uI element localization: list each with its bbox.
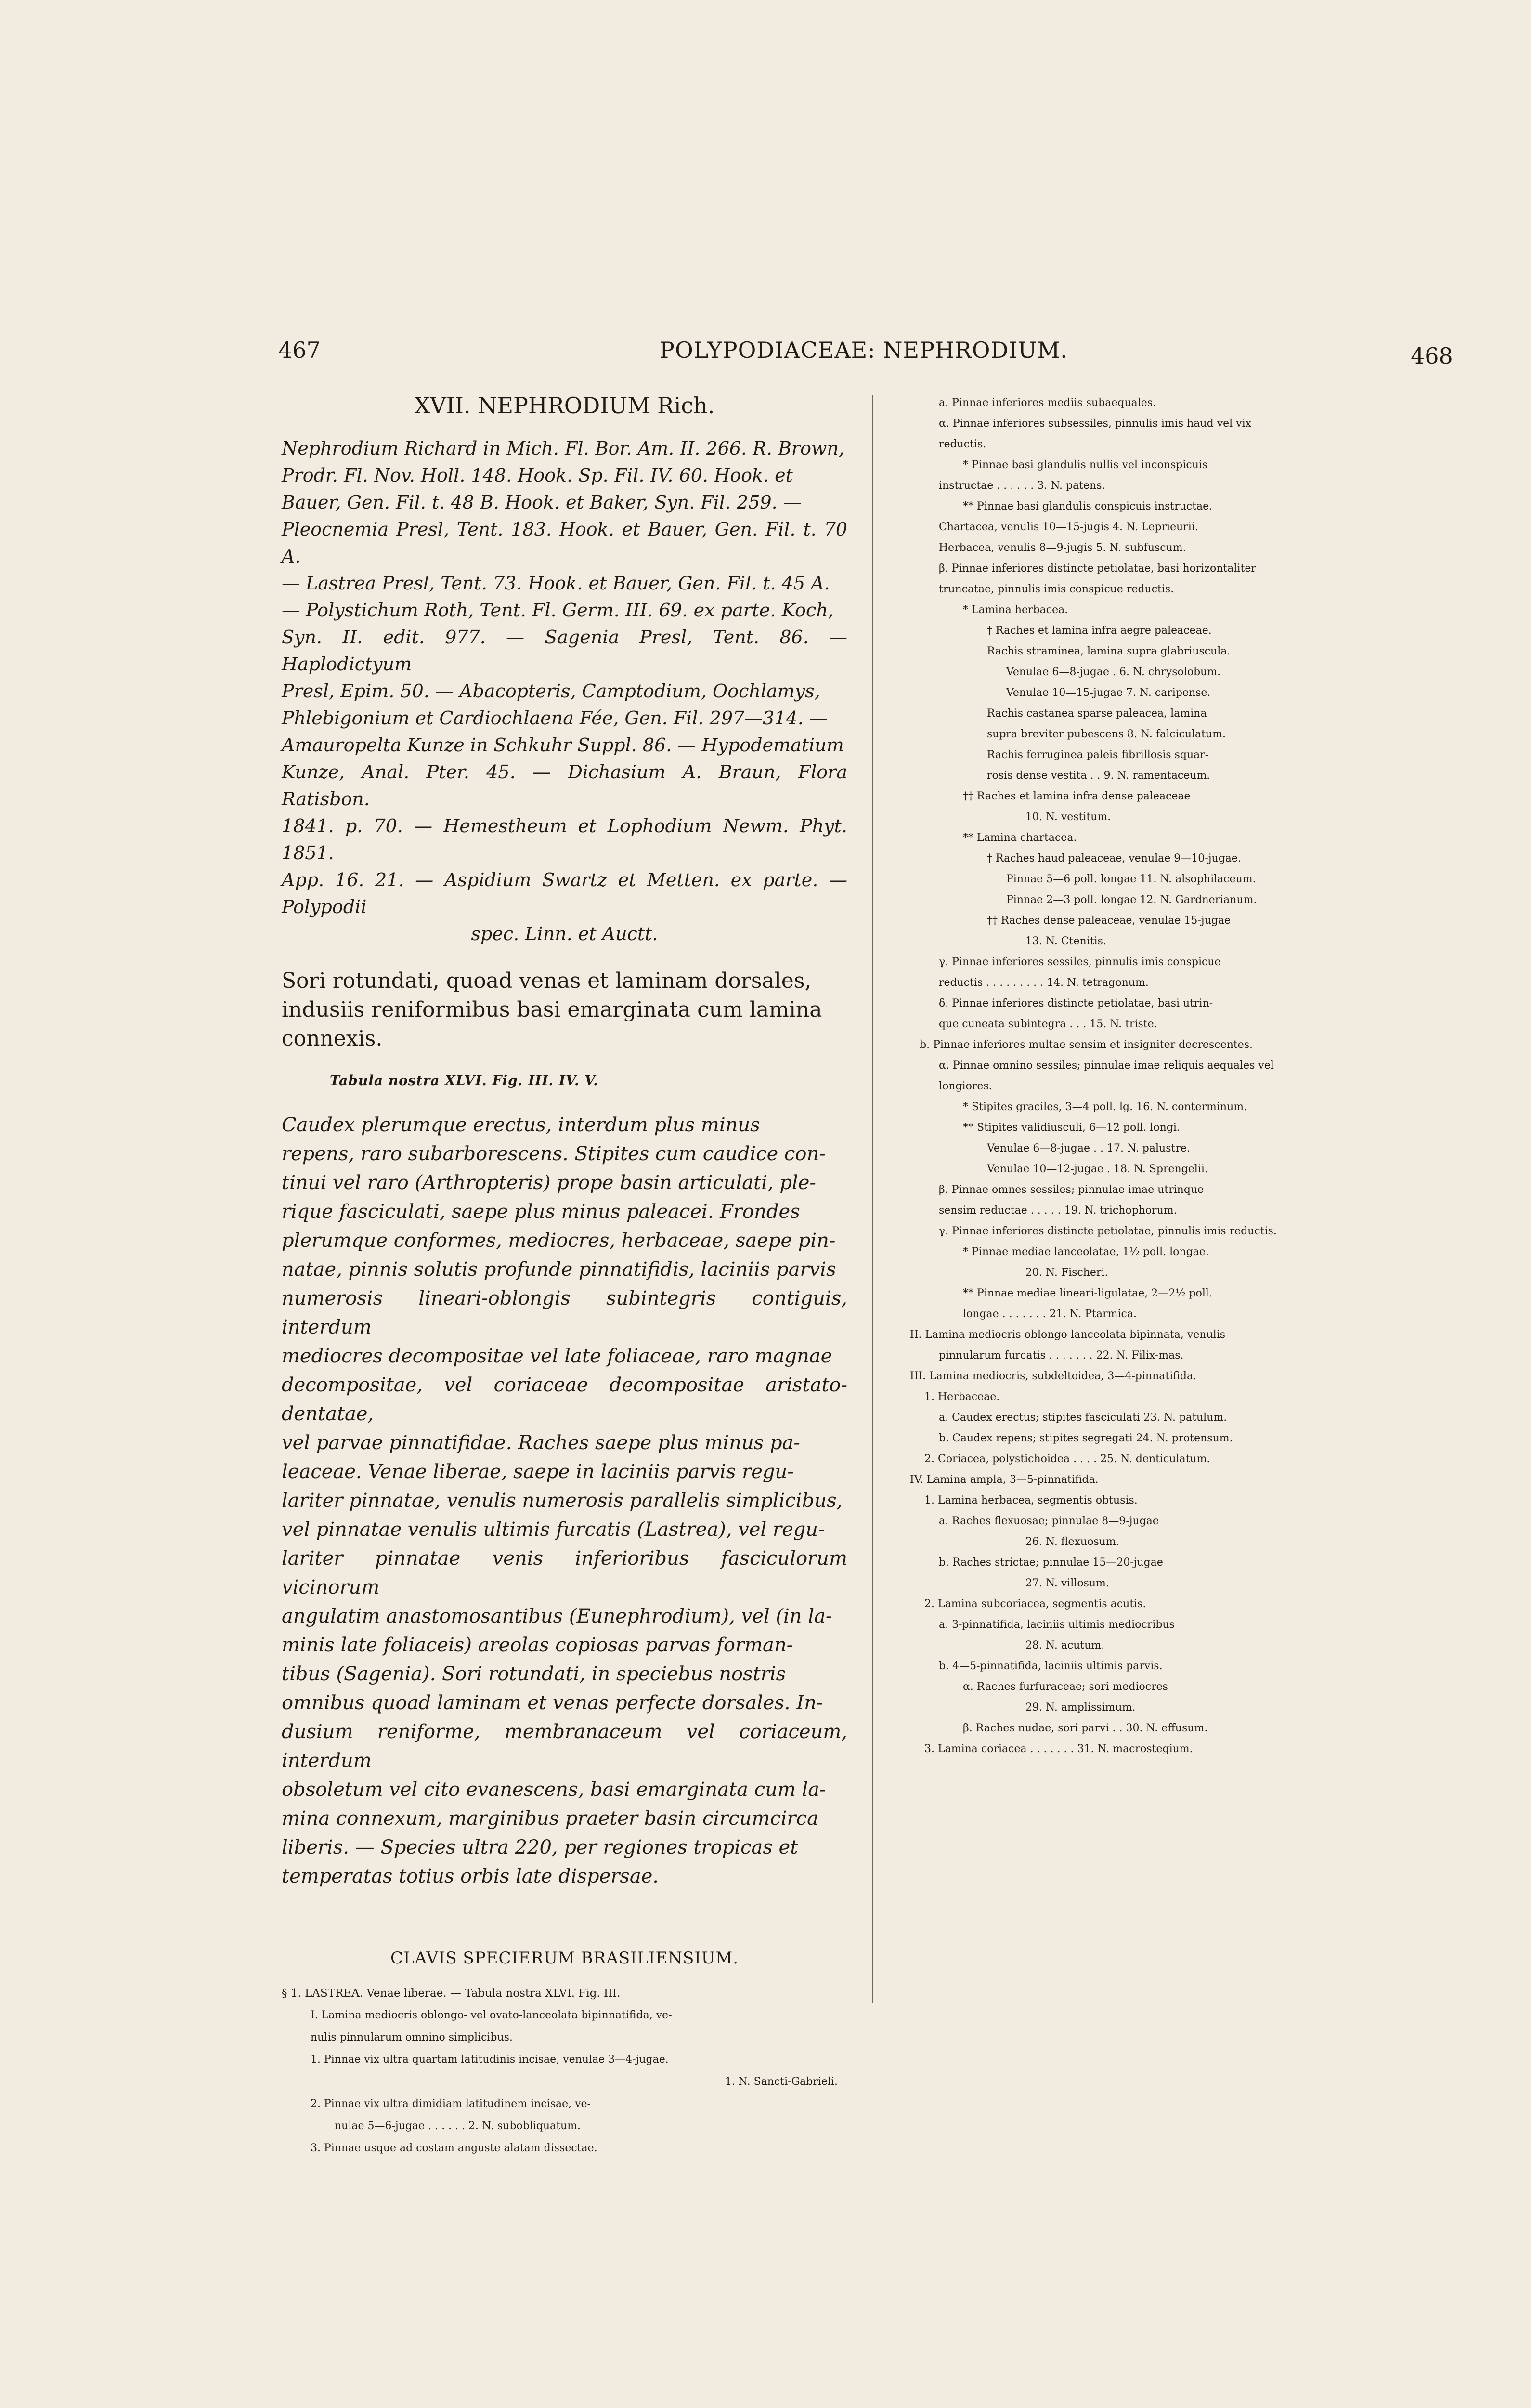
key-line: †† Raches et lamina infra dense paleaceae: [963, 790, 1191, 802]
key-line: β. Raches nudae, sori parvi . . 30. N. effusum.: [963, 1722, 1208, 1734]
description-line: tibus (Sagenia). Sori rotundati, in speciebus nostris: [282, 1663, 786, 1685]
key-line: longae . . . . . . . 21. N. Ptarmica.: [963, 1308, 1137, 1320]
key-line: † Raches et lamina infra aegre paleaceae.: [987, 625, 1212, 637]
key-line: †† Raches dense paleaceae, venulae 15-jugae: [987, 915, 1231, 927]
key-line: nulae 5—6-jugae . . . . . . 2. N. subobliquatum.: [335, 2120, 581, 2132]
sori-line: connexis.: [282, 1026, 383, 1051]
description-line: liberis. — Species ultra 220, per regiones tropicas et: [282, 1836, 798, 1858]
key-line: α. Pinnae omnino sessiles; pinnulae imae reliquis aequales vel: [939, 1060, 1274, 1072]
description-line: obsoletum vel cito evanescens, basi emarginata cum la-: [282, 1779, 826, 1801]
description-line: decompositae, vel coriaceae decompositae aristato-dentatae,: [282, 1374, 847, 1425]
key-line: Rachis straminea, lamina supra glabriuscula.: [987, 645, 1231, 657]
plate-reference: Tabula nostra XLVI. Fig. III. IV. V.: [330, 1073, 598, 1088]
key-line: instructae . . . . . . 3. N. patens.: [939, 480, 1105, 492]
key-line: pinnularum furcatis . . . . . . . 22. N. Filix-mas.: [939, 1349, 1184, 1361]
key-line: b. Caudex repens; stipites segregati 24. N. protensum.: [939, 1432, 1233, 1444]
key-line: reductis.: [939, 438, 986, 450]
key-line: 3. Lamina coriacea . . . . . . . 31. N. macrostegium.: [924, 1743, 1193, 1755]
key-line: 10. N. vestitum.: [1025, 811, 1111, 823]
key-line: 29. N. amplissimum.: [1025, 1701, 1136, 1714]
key-line: truncatae, pinnulis imis conspicue reductis.: [939, 583, 1174, 595]
key-line: § 1. LASTREA. Venae liberae. — Tabula nostra XLVI. Fig. III.: [282, 1987, 621, 2000]
key-line: γ. Pinnae inferiores distincte petiolatae, pinnulis imis reductis.: [939, 1225, 1277, 1237]
key-line: † Raches haud paleaceae, venulae 9—10-jugae.: [987, 852, 1241, 864]
running-title: POLYPODIACEAE: NEPHRODIUM.: [660, 337, 1068, 363]
key-line: IV. Lamina ampla, 3—5-pinnatifida.: [910, 1474, 1099, 1486]
key-line: longiores.: [939, 1080, 992, 1092]
key-line: * Pinnae basi glandulis nullis vel inconspicuis: [963, 459, 1208, 471]
column-divider: [872, 395, 873, 2003]
key-line: a. Raches flexuosae; pinnulae 8—9-jugae: [939, 1515, 1159, 1527]
key-line: 2. Lamina subcoriacea, segmentis acutis.: [924, 1598, 1146, 1610]
description-line: tinui vel raro (Arthropteris) prope basin articulati, ple-: [282, 1172, 816, 1194]
description-line: lariter pinnatae venis inferioribus fasciculorum vicinorum: [282, 1547, 847, 1598]
description-line: temperatas totius orbis late dispersae.: [282, 1865, 659, 1887]
key-line: 26. N. flexuosum.: [1025, 1536, 1119, 1548]
synonymy-line: spec. Linn. et Auctt.: [471, 923, 658, 944]
key-line: ** Lamina chartacea.: [963, 832, 1077, 844]
right-column: [910, 393, 1444, 1759]
description-line: vel parvae pinnatifidae. Raches saepe plus minus pa-: [282, 1432, 800, 1454]
description-line: plerumque conformes, mediocres, herbaceae, saepe pin-: [282, 1230, 836, 1252]
key-line: sensim reductae . . . . . 19. N. trichophorum.: [939, 1204, 1177, 1217]
key-line: α. Raches furfuraceae; sori mediocres: [963, 1681, 1168, 1693]
key-line: reductis . . . . . . . . . 14. N. tetragonum.: [939, 977, 1149, 989]
description-line: repens, raro subarborescens. Stipites cum caudice con-: [282, 1143, 826, 1165]
synonymy-line: Nephrodium Richard in Mich. Fl. Bor. Am. II. 266. R. Brown,: [282, 438, 845, 459]
key-line: 1. N. Sancti-Gabrieli.: [725, 2076, 838, 2088]
key-line: β. Pinnae omnes sessiles; pinnulae imae utrinque: [939, 1184, 1204, 1196]
key-title: CLAVIS SPECIERUM BRASILIENSIUM.: [390, 1949, 739, 1968]
key-line: 20. N. Fischeri.: [1025, 1267, 1108, 1279]
description-line: angulatim anastomosantibus (Eunephrodium), vel (in la-: [282, 1605, 832, 1627]
key-line: Venulae 6—8-jugae . . 17. N. palustre.: [987, 1142, 1190, 1154]
description-line: numerosis lineari-oblongis subintegris contiguis, interdum: [282, 1287, 847, 1338]
key-line: ** Pinnae mediae lineari-ligulatae, 2—2½ poll.: [963, 1287, 1212, 1299]
left-page-number: 467: [278, 337, 321, 363]
key-left: [282, 1982, 847, 2159]
synonymy-line: Kunze, Anal. Pter. 45. — Dichasium A. Braun, Flora Ratisbon.: [282, 761, 847, 810]
synonymy-line: Syn. II. edit. 977. — Sagenia Presl, Tent. 86. — Haplodictyum: [282, 627, 847, 675]
description-line: omnibus quoad laminam et venas perfecte dorsales. In-: [282, 1692, 823, 1714]
synonymy-line: App. 16. 21. — Aspidium Swartz et Metten. ex parte. — Polypodii: [282, 869, 847, 917]
key-line: Pinnae 5—6 poll. longae 11. N. alsophilaceum.: [1006, 873, 1256, 885]
synonymy-line: Phlebigonium et Cardiochlaena Fée, Gen. Fil. 297—314. —: [282, 707, 828, 729]
key-line: γ. Pinnae inferiores sessiles, pinnulis imis conspicue: [939, 956, 1221, 968]
key-line: I. Lamina mediocris oblongo- vel ovato-lanceolata bipinnatifida, ve-: [311, 2009, 672, 2021]
description-line: mina connexum, marginibus praeter basin circumcirca: [282, 1807, 818, 1830]
key-line: III. Lamina mediocris, subdeltoidea, 3—4-pinnatifida.: [910, 1370, 1197, 1382]
key-line: 1. Lamina herbacea, segmentis obtusis.: [924, 1494, 1138, 1506]
synonymy-line: Prodr. Fl. Nov. Holl. 148. Hook. Sp. Fil. IV. 60. Hook. et: [282, 465, 793, 486]
key-line: nulis pinnularum omnino simplicibus.: [311, 2031, 513, 2043]
key-line: 13. N. Ctenitis.: [1025, 935, 1106, 947]
description-line: lariter pinnatae, venulis numerosis parallelis simplicibus,: [282, 1490, 843, 1512]
genus-title: XVII. NEPHRODIUM Rich.: [414, 393, 715, 419]
description-line: dusium reniforme, membranaceum vel coriaceum, interdum: [282, 1721, 847, 1772]
key-line: ** Pinnae basi glandulis conspicuis instructae.: [963, 500, 1213, 512]
description-line: leaceae. Venae liberae, saepe in laciniis parvis regu-: [282, 1461, 794, 1483]
synonymy-line: Pleocnemia Presl, Tent. 183. Hook. et Bauer, Gen. Fil. t. 70 A.: [282, 519, 847, 567]
key-line: 3. Pinnae usque ad costam anguste alatam dissectae.: [311, 2142, 597, 2154]
description-line: rique fasciculati, saepe plus minus paleacei. Frondes: [282, 1201, 800, 1223]
key-line: Venulae 10—12-jugae . 18. N. Sprengelii.: [987, 1163, 1208, 1175]
right-page-number: 468: [1411, 343, 1453, 369]
key-line: b. 4—5-pinnatifida, laciniis ultimis parvis.: [939, 1660, 1163, 1672]
key-line: a. Caudex erectus; stipites fasciculati 23. N. patulum.: [939, 1412, 1227, 1424]
key-line: 2. Pinnae vix ultra dimidiam latitudinem incisae, ve-: [311, 2098, 591, 2110]
synonymy-line: 1841. p. 70. — Hemestheum et Lophodium Newm. Phyt. 1851.: [282, 815, 847, 864]
key-line: Rachis ferruginea paleis fibrillosis squar-: [987, 749, 1209, 761]
key-line: 1. Pinnae vix ultra quartam latitudinis incisae, venulae 3—4-jugae.: [311, 2054, 669, 2066]
synonymy-block: [282, 435, 847, 947]
key-line: * Pinnae mediae lanceolatae, 1½ poll. longae.: [963, 1246, 1209, 1258]
synonymy-line: Amauropelta Kunze in Schkuhr Suppl. 86. — Hypodematium: [282, 734, 844, 756]
key-line: a. Pinnae inferiores mediis subaequales.: [939, 397, 1156, 409]
key-line: rosis dense vestita . . 9. N. ramentaceum.: [987, 770, 1210, 782]
sori-line: indusiis reniformibus basi emarginata cum lamina: [282, 997, 822, 1022]
description-line: Caudex plerumque erectus, interdum plus minus: [282, 1114, 760, 1136]
description-line: natae, pinnis solutis profunde pinnatifidis, laciniis parvis: [282, 1258, 836, 1281]
key-line: 27. N. villosum.: [1025, 1577, 1109, 1589]
key-line: δ. Pinnae inferiores distincte petiolatae, basi utrin-: [939, 997, 1213, 1009]
synonymy-line: Bauer, Gen. Fil. t. 48 B. Hook. et Baker, Syn. Fil. 259. —: [282, 492, 802, 513]
key-line: * Stipites graciles, 3—4 poll. lg. 16. N. conterminum.: [963, 1101, 1247, 1113]
genus-description: [282, 1111, 847, 1891]
key-line: 1. Herbaceae.: [924, 1391, 1000, 1403]
description-line: vel pinnatae venulis ultimis furcatis (Lastrea), vel regu-: [282, 1518, 825, 1541]
key-line: b. Pinnae inferiores multae sensim et insigniter decrescentes.: [920, 1039, 1253, 1051]
key-line: Venulae 6—8-jugae . 6. N. chrysolobum.: [1006, 666, 1221, 678]
key-line: supra breviter pubescens 8. N. falciculatum.: [987, 728, 1226, 740]
sori-line: Sori rotundati, quoad venas et laminam dorsales,: [282, 968, 812, 993]
left-column: [282, 393, 847, 2159]
synonymy-line: — Lastrea Presl, Tent. 73. Hook. et Bauer, Gen. Fil. t. 45 A.: [282, 573, 830, 594]
key-line: II. Lamina mediocris oblongo-lanceolata bipinnata, venulis: [910, 1329, 1226, 1341]
key-line: Chartacea, venulis 10—15-jugis 4. N. Leprieurii.: [939, 521, 1198, 533]
key-line: a. 3-pinnatifida, laciniis ultimis mediocribus: [939, 1619, 1175, 1631]
key-line: Herbacea, venulis 8—9-jugis 5. N. subfuscum.: [939, 542, 1186, 554]
key-line: Rachis castanea sparse paleacea, lamina: [987, 707, 1207, 720]
key-line: * Lamina herbacea.: [963, 604, 1068, 616]
sori-diagnosis: [282, 967, 847, 1053]
key-line: Pinnae 2—3 poll. longae 12. N. Gardnerianum.: [1006, 894, 1257, 906]
key-line: ** Stipites validiusculi, 6—12 poll. longi.: [963, 1122, 1180, 1134]
key-line: b. Raches strictae; pinnulae 15—20-jugae: [939, 1557, 1163, 1569]
key-line: β. Pinnae inferiores distincte petiolatae, basi horizontaliter: [939, 563, 1256, 575]
synonymy-line: Presl, Epim. 50. — Abacopteris, Camptodium, Oochlamys,: [282, 681, 820, 702]
synonymy-line: — Polystichum Roth, Tent. Fl. Germ. III. 69. ex parte. Koch,: [282, 600, 834, 621]
description-line: mediocres decompositae vel late foliaceae, raro magnae: [282, 1345, 832, 1367]
key-line: Venulae 10—15-jugae 7. N. caripense.: [1006, 687, 1211, 699]
description-line: minis late foliaceis) areolas copiosas parvas forman-: [282, 1634, 793, 1656]
key-line: 28. N. acutum.: [1025, 1639, 1105, 1651]
key-line: 2. Coriacea, polystichoidea . . . . 25. N. denticulatum.: [924, 1453, 1210, 1465]
key-line: α. Pinnae inferiores subsessiles, pinnulis imis haud vel vix: [939, 418, 1252, 430]
key-line: que cuneata subintegra . . . 15. N. triste.: [939, 1018, 1157, 1030]
